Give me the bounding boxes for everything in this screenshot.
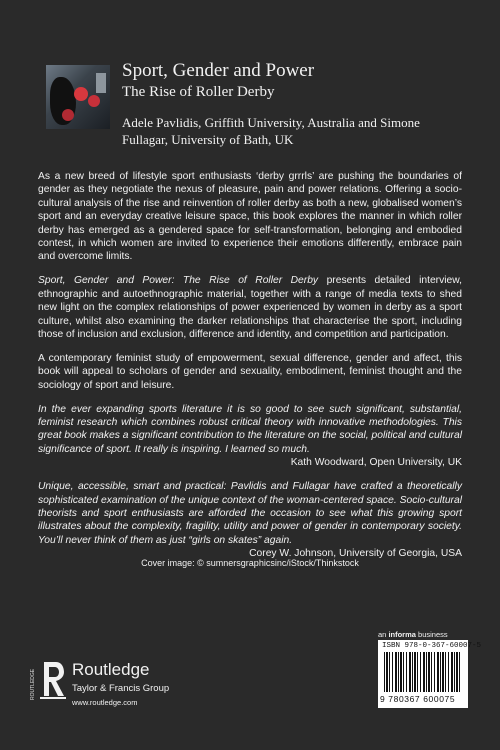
blurb-paragraph-2-text: presents detailed interview, ethnographic and autoethnographic material, together with a range of media texts to shed new light on the complex relationships of power experienced by women in derby as a sport culture, whilst also examining the darker relationships that characterise the sport, including those of inclusion and exclusion, difference and identity, and competition and participation. [38, 275, 462, 340]
cover-thumbnail-image [46, 65, 110, 129]
book-title: Sport, Gender and Power [122, 60, 315, 81]
informa-prefix: an [378, 630, 389, 639]
blurb-paragraph-2 [38, 274, 462, 341]
blurb-paragraph-1: As a new breed of lifestyle sport enthusiasts ‘derby grrrls’ are pushing the boundaries of gender as they negotiate the nexus of pleasure, pain and power relations. Offering a socio-cultural analysis of the rise and reinvention of roller derby as both a new, globalised women’s sport and an everyday creative leisure space, this book explores the manner in which roller derby has emerged as a gendered space for self-transformation, belonging and embodied contest, in which women are invited to experience their emotions differently, embrace pain and overcome limits. [38, 171, 462, 263]
book-subtitle: The Rise of Roller Derby [122, 84, 275, 100]
endorsement-attribution-2: Corey W. Johnson, University of Georgia, USA [249, 548, 462, 560]
ean-number: 9 780367 600075 [380, 694, 456, 704]
blurb-body [38, 170, 462, 571]
isbn-barcode [378, 640, 482, 708]
publisher-group: Taylor & Francis Group [72, 683, 170, 694]
informa-suffix: business [415, 630, 448, 639]
endorsement-quote-1: In the ever expanding sports literature it is so good to see such significant, substantial, feminist research which combines robust critical theory with innovative methodologies. This great book makes a significant contribution to the literature on the social, political and cultural significance of sport. It really is inspiring. I learned so much. [38, 403, 462, 455]
cover-image-credit: Cover image: © sumnersgraphicsinc/iStock/Thinkstock [141, 558, 359, 568]
informa-brand: informa [388, 630, 416, 639]
blurb-paragraph-2-title: Sport, Gender and Power: The Rise of Roller Derby [38, 275, 319, 287]
barcode-bars [384, 652, 462, 692]
routledge-logo-icon [40, 660, 66, 700]
publisher-url[interactable]: www.routledge.com [72, 698, 138, 707]
blurb-paragraph-3: A contemporary feminist study of empowerment, sexual difference, gender and affect, this book will appeal to scholars of gender and sexuality, embodiment, feminist thought and the sociology of sport and leisure. [38, 352, 462, 391]
publisher-brand: Routledge [72, 660, 150, 679]
endorsement-attribution-1: Kath Woodward, Open University, UK [290, 457, 462, 469]
endorsement-quote-2: Unique, accessible, smart and practical: Pavlidis and Fullagar have crafted a theoretically sophisticated examination of the unique context of the woman-centered space. Socio-cultural theorists and sport enthusiasts are afforded the occasion to see what this growing sport illustrates about the complexity, fragility, utility and power of gender in contemporary society. You’ll never think of them as just “girls on skates” again. [38, 481, 462, 546]
informa-tagline [378, 630, 448, 639]
routledge-vertical-mark: ROUTLEDGE [30, 668, 36, 700]
book-authors: Adele Pavlidis, Griffith University, Australia and Simone Fullagar, University of Bath, UK [122, 115, 420, 147]
isbn-number: ISBN 978-0-367-60007-5 [382, 642, 482, 650]
